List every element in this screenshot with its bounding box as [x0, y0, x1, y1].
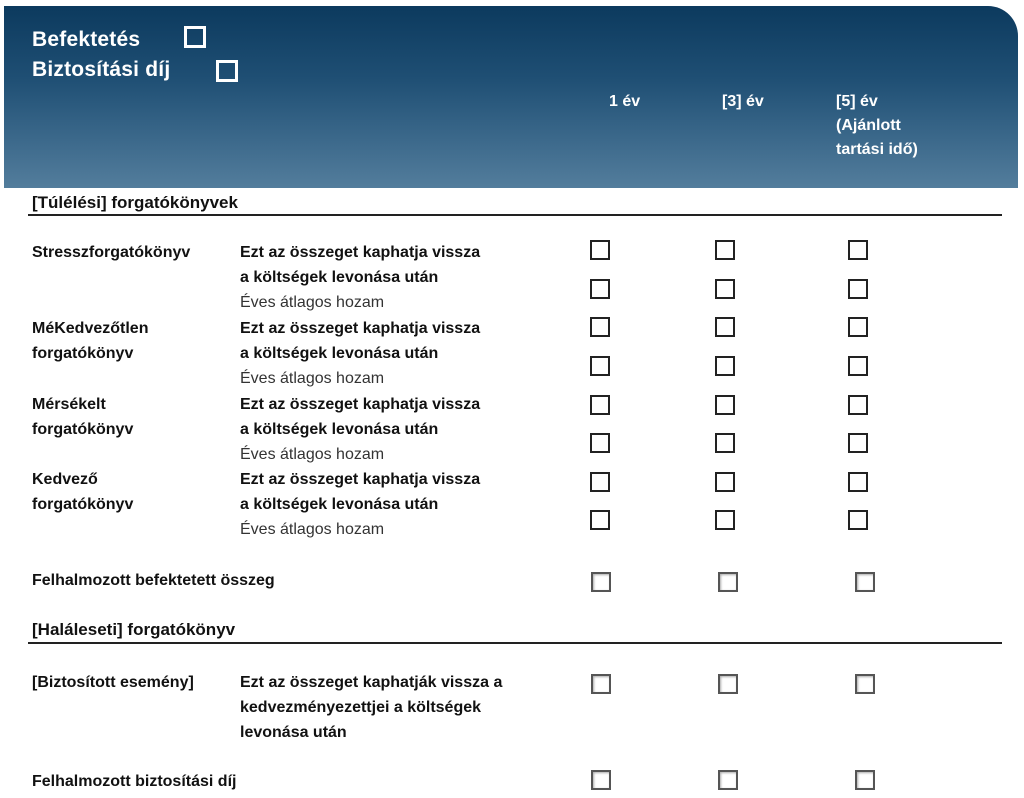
scenario-desc-moderate: Ezt az összeget kaphatja vissza a költségek levonása után Éves átlagos hozam	[240, 396, 481, 463]
checkbox-accumulated-premium-1y[interactable]	[591, 770, 611, 790]
checkbox-favourable-amount-1y[interactable]	[590, 472, 610, 492]
checkbox-stress-amount-5y[interactable]	[848, 240, 868, 260]
checkbox-unfavourable-yield-1y[interactable]	[590, 356, 610, 376]
survival-section-title: [Túlélési] forgatókönyvek	[32, 193, 238, 212]
checkbox-favourable-amount-3y[interactable]	[715, 472, 735, 492]
checkbox-unfavourable-amount-5y[interactable]	[848, 317, 868, 337]
checkbox-unfavourable-yield-3y[interactable]	[715, 356, 735, 376]
checkbox-favourable-yield-3y[interactable]	[715, 510, 735, 530]
scenario-label-moderate: Mérsékelt forgatókönyv	[32, 396, 134, 438]
column-header-3: [3] év	[722, 93, 764, 110]
checkbox-stress-yield-1y[interactable]	[590, 279, 610, 299]
checkbox-favourable-yield-1y[interactable]	[590, 510, 610, 530]
checkbox-insured-event-1y[interactable]	[591, 674, 611, 694]
checkbox-moderate-amount-1y[interactable]	[590, 395, 610, 415]
checkbox-accumulated-premium-3y[interactable]	[718, 770, 738, 790]
insured-event-desc: Ezt az összeget kaphatják vissza a kedvezményezettjei a költségek levonása után	[240, 674, 503, 741]
checkbox-insured-event-5y[interactable]	[855, 674, 875, 694]
death-section-title: [Haláleseti] forgatókönyv	[32, 620, 236, 639]
scenario-desc-unfavourable: Ezt az összeget kaphatja vissza a költségek levonása után Éves átlagos hozam	[240, 320, 481, 387]
checkbox-unfavourable-amount-3y[interactable]	[715, 317, 735, 337]
checkbox-accumulated-premium-5y[interactable]	[855, 770, 875, 790]
checkbox-insured-event-3y[interactable]	[718, 674, 738, 694]
scenario-label-favourable: Kedvező forgatókönyv	[32, 471, 134, 513]
checkbox-stress-amount-3y[interactable]	[715, 240, 735, 260]
column-header-1: 1 év	[609, 93, 641, 110]
checkbox-moderate-yield-5y[interactable]	[848, 433, 868, 453]
premium-checkbox[interactable]	[216, 60, 238, 82]
accumulated-premium-label: Felhalmozott biztosítási díj	[32, 773, 237, 790]
header-premium-label: Biztosítási díj	[32, 58, 171, 81]
checkbox-accumulated-investment-5y[interactable]	[855, 572, 875, 592]
checkbox-favourable-yield-5y[interactable]	[848, 510, 868, 530]
header-investment-label: Befektetés	[32, 28, 141, 51]
checkbox-accumulated-investment-1y[interactable]	[591, 572, 611, 592]
checkbox-stress-yield-5y[interactable]	[848, 279, 868, 299]
scenario-label-stress: Stresszforgatókönyv	[32, 244, 191, 261]
checkbox-stress-yield-3y[interactable]	[715, 279, 735, 299]
insured-event-label: [Biztosított esemény]	[32, 674, 194, 691]
accumulated-investment-label: Felhalmozott befektetett összeg	[32, 572, 275, 589]
section-divider	[28, 642, 1002, 644]
checkbox-favourable-amount-5y[interactable]	[848, 472, 868, 492]
checkbox-accumulated-investment-3y[interactable]	[718, 572, 738, 592]
section-divider	[28, 214, 1002, 216]
checkbox-unfavourable-amount-1y[interactable]	[590, 317, 610, 337]
scenario-label-unfavourable: MéKedvezőtlen forgatókönyv	[32, 320, 149, 362]
checkbox-moderate-yield-3y[interactable]	[715, 433, 735, 453]
checkbox-moderate-yield-1y[interactable]	[590, 433, 610, 453]
investment-checkbox[interactable]	[184, 26, 206, 48]
scenario-desc-favourable: Ezt az összeget kaphatja vissza a költségek levonása után Éves átlagos hozam	[240, 471, 481, 538]
scenario-desc-stress: Ezt az összeget kaphatja vissza a költségek levonása után Éves átlagos hozam	[240, 244, 481, 311]
checkbox-unfavourable-yield-5y[interactable]	[848, 356, 868, 376]
column-header-5: [5] év (Ajánlott tartási idő)	[836, 93, 918, 158]
header-band	[4, 6, 1018, 188]
checkbox-moderate-amount-5y[interactable]	[848, 395, 868, 415]
checkbox-moderate-amount-3y[interactable]	[715, 395, 735, 415]
checkbox-stress-amount-1y[interactable]	[590, 240, 610, 260]
